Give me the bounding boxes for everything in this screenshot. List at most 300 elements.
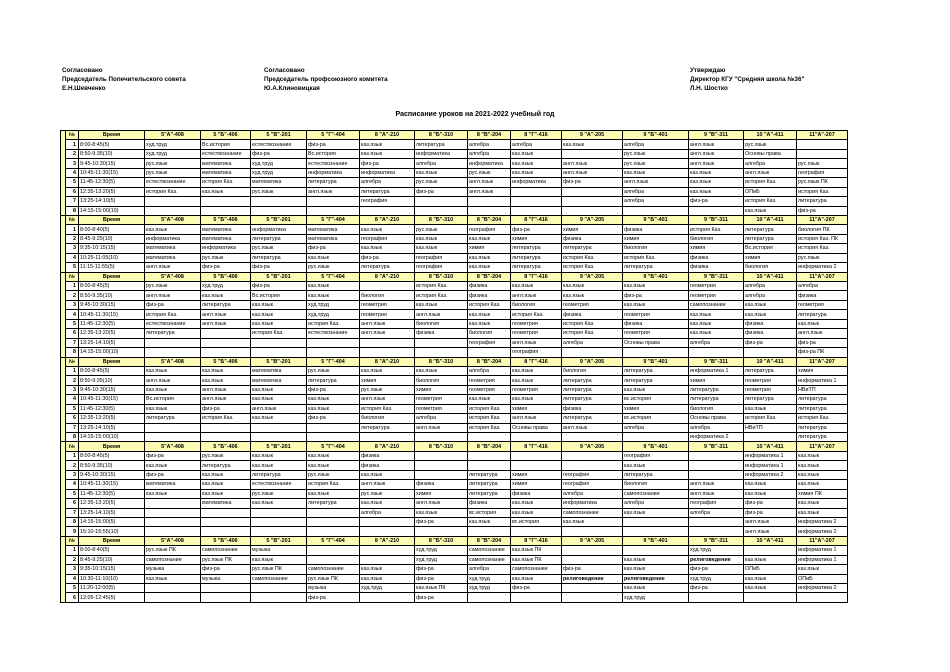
lesson-cell: история Каз. [201, 178, 251, 187]
lesson-cell: алгебра [468, 149, 511, 158]
lesson-cell: рус.язык [307, 366, 360, 375]
header-class: 11"А"-207 [797, 272, 848, 281]
lesson-cell: каз.язык [307, 291, 360, 300]
lesson-cell: литература [468, 470, 511, 479]
lesson-row [61, 348, 848, 357]
lesson-number: 6 [66, 593, 79, 602]
lesson-cell: каз.язык [797, 451, 848, 460]
lesson-time: 13:25-14:10(5) [79, 338, 145, 347]
lesson-cell: физ-ра [511, 225, 562, 234]
lesson-cell: Основы права [744, 149, 797, 158]
header-class: 8 "Г"-416 [511, 131, 562, 140]
lesson-cell: каз.язык [415, 300, 468, 309]
lesson-cell: самопознание [145, 555, 201, 564]
lesson-time: 10:25-11:05(10) [79, 253, 145, 262]
lesson-cell: геометрия [360, 310, 415, 319]
lesson-cell: каз.язык [744, 584, 797, 593]
lesson-cell: история Каз. ПК [797, 234, 848, 243]
header-class: 9 "А"-205 [562, 442, 623, 451]
lesson-number: 5 [66, 489, 79, 498]
lesson-cell: каз.язык [415, 366, 468, 375]
lesson-cell: информатика 2 [797, 263, 848, 272]
lesson-cell [562, 584, 623, 593]
lesson-cell [201, 433, 251, 442]
lesson-cell: алгебра [623, 423, 689, 432]
lesson-time: 8:00-8:45(5) [79, 451, 145, 460]
lesson-cell: каз.язык [689, 187, 744, 196]
lesson-cell: химия [511, 480, 562, 489]
lesson-cell: химия [511, 234, 562, 243]
lesson-cell: каз.язык [511, 395, 562, 404]
lesson-cell: геометрия [511, 319, 562, 328]
lesson-row [61, 187, 848, 196]
lesson-cell: химия [562, 225, 623, 234]
header-class: 9 "Б"-401 [623, 215, 689, 224]
lesson-cell: англ.язык [360, 329, 415, 338]
lesson-row [61, 433, 848, 442]
lesson-cell: рус.язык [201, 451, 251, 460]
lesson-cell: химия [360, 376, 415, 385]
lesson-cell [797, 149, 848, 158]
lesson-time: 8:50-9:35(10) [79, 291, 145, 300]
lesson-number: 3 [66, 385, 79, 394]
lesson-cell [562, 348, 623, 357]
header-class: 10 "А"-411 [744, 536, 797, 545]
lesson-cell [744, 546, 797, 555]
header-class: 8 "А"-210 [360, 215, 415, 224]
lesson-cell [145, 338, 201, 347]
lesson-cell: худ.труд [145, 140, 201, 149]
lesson-number: 4 [66, 574, 79, 583]
lesson-cell: физ-ра [201, 565, 251, 574]
lesson-cell: англ.язык [623, 178, 689, 187]
lesson-number: 1 [66, 282, 79, 291]
lesson-cell: самопознание [562, 508, 623, 517]
header-class: 10 "А"-411 [744, 215, 797, 224]
lesson-cell: рус.язык ПК [145, 546, 201, 555]
lesson-number: 8 [66, 348, 79, 357]
lesson-cell [562, 546, 623, 555]
lesson-cell [689, 348, 744, 357]
lesson-number: 2 [66, 555, 79, 564]
header-class: 8 "Г"-416 [511, 357, 562, 366]
approval-position: Директор КГУ "Средняя школа №36" [690, 76, 805, 83]
lesson-time: 12:35-13:20(5) [79, 329, 145, 338]
lesson-cell: рус.язык [145, 159, 201, 168]
lesson-cell: худ.труд [623, 593, 689, 602]
lesson-number: 3 [66, 244, 79, 253]
lesson-number: 2 [66, 234, 79, 243]
lesson-cell [145, 348, 201, 357]
lesson-number: 3 [66, 565, 79, 574]
lesson-cell: худ.труд [307, 310, 360, 319]
approval-block-union [264, 66, 388, 93]
lesson-cell: Вс.история [307, 149, 360, 158]
lesson-number: 6 [66, 329, 79, 338]
lesson-number: 8 [66, 517, 79, 526]
lesson-cell: алгебра [623, 197, 689, 206]
lesson-cell: информатика 2 [797, 527, 848, 536]
lesson-cell: история Каз. [797, 414, 848, 423]
lesson-cell [511, 197, 562, 206]
header-class: 9 "В"-311 [689, 131, 744, 140]
lesson-row [61, 480, 848, 489]
lesson-cell: каз.язык [562, 282, 623, 291]
lesson-cell: история Каз. [415, 282, 468, 291]
lesson-cell: физ-ра [145, 300, 201, 309]
lesson-cell [415, 338, 468, 347]
lesson-cell: англ.язык [511, 291, 562, 300]
lesson-cell: каз.язык [307, 253, 360, 262]
lesson-cell: литература [623, 366, 689, 375]
lesson-cell: каз.язык [562, 517, 623, 526]
header-class: 8 "Б"-310 [415, 131, 468, 140]
lesson-cell: география [415, 253, 468, 262]
lesson-cell [562, 451, 623, 460]
lesson-cell [201, 423, 251, 432]
lesson-cell: каз.язык [511, 159, 562, 168]
header-class: 9 "Б"-401 [623, 442, 689, 451]
lesson-cell [201, 348, 251, 357]
lesson-cell: физика [360, 461, 415, 470]
lesson-cell: каз.язык [201, 470, 251, 479]
lesson-cell: ОПиБ [744, 565, 797, 574]
header-class: 8 "А"-210 [360, 442, 415, 451]
header-class: 8 "А"-210 [360, 272, 415, 281]
lesson-cell: история Каз. [744, 178, 797, 187]
lesson-number: 1 [66, 451, 79, 460]
header-class: 5 "Б"-406 [201, 357, 251, 366]
lesson-cell: НВиТП [744, 423, 797, 432]
lesson-cell: алгебра [468, 140, 511, 149]
header-class: 11"А"-207 [797, 536, 848, 545]
lesson-cell: физ-ра [744, 338, 797, 347]
lesson-cell: химия [744, 253, 797, 262]
lesson-cell [623, 433, 689, 442]
lesson-cell: физика [623, 319, 689, 328]
lesson-cell: физ-ра [744, 508, 797, 517]
lesson-time: 10:45-11:30(15) [79, 395, 145, 404]
lesson-row [61, 140, 848, 149]
lesson-cell: англ.язык [307, 187, 360, 196]
lesson-cell: биология [468, 329, 511, 338]
lesson-time: 9:45-10:30(15) [79, 470, 145, 479]
header-class: 11"А"-207 [797, 442, 848, 451]
lesson-cell [360, 555, 415, 564]
lesson-cell: физ-ра [797, 206, 848, 215]
lesson-cell [251, 517, 307, 526]
lesson-cell: история Каз. [511, 310, 562, 319]
lesson-number: 4 [66, 480, 79, 489]
lesson-cell: каз.язык [468, 319, 511, 328]
lesson-cell: физ-ра [251, 263, 307, 272]
lesson-cell: самопознание [468, 546, 511, 555]
schedule-table [60, 130, 848, 603]
lesson-time: 11:45-12:30(5) [79, 178, 145, 187]
lesson-cell: худ.труд [201, 282, 251, 291]
lesson-cell: каз.язык [623, 168, 689, 177]
lesson-cell: каз.язык [797, 461, 848, 470]
lesson-cell: физ-ра [415, 593, 468, 602]
lesson-time: 9:45-10:30(15) [79, 159, 145, 168]
lesson-cell [360, 517, 415, 526]
lesson-cell: география [562, 480, 623, 489]
header-number: № [66, 215, 79, 224]
header-class: 8 "Б"-310 [415, 357, 468, 366]
lesson-cell: каз.язык [744, 206, 797, 215]
lesson-cell: математика [251, 376, 307, 385]
header-class: 5"А"-408 [145, 357, 201, 366]
lesson-cell: каз.язык [415, 168, 468, 177]
lesson-cell: худ.труд [360, 584, 415, 593]
lesson-cell [201, 584, 251, 593]
lesson-time: 10:45-11:30(15) [79, 480, 145, 489]
lesson-time: 8:45-9:25(10) [79, 234, 145, 243]
lesson-cell [689, 470, 744, 479]
lesson-cell: физ-ра [307, 140, 360, 149]
lesson-cell: физ-ра [201, 263, 251, 272]
lesson-cell: история Каз. [468, 300, 511, 309]
lesson-cell: биология [415, 376, 468, 385]
lesson-cell: информатика 2 [797, 517, 848, 526]
lesson-cell: англ.язык [360, 480, 415, 489]
header-class: 5 "В"-201 [251, 272, 307, 281]
lesson-cell: география [468, 338, 511, 347]
lesson-number: 9 [66, 527, 79, 536]
lesson-cell: математика [201, 499, 251, 508]
lesson-cell: геометрия [562, 300, 623, 309]
lesson-cell: рус.язык [145, 168, 201, 177]
lesson-cell: алгебра [511, 140, 562, 149]
lesson-cell: каз.язык [468, 234, 511, 243]
lesson-cell: физика [689, 263, 744, 272]
header-class: 5 "Г"-404 [307, 215, 360, 224]
lesson-cell: каз.язык [623, 461, 689, 470]
lesson-cell: англ.язык [201, 385, 251, 394]
lesson-cell: физ-ра [201, 404, 251, 413]
lesson-cell: естествознание [251, 480, 307, 489]
lesson-cell: рус.язык ПК [201, 555, 251, 564]
lesson-cell: каз.язык [145, 366, 201, 375]
lesson-cell: каз.язык [797, 499, 848, 508]
lesson-row [61, 319, 848, 328]
lesson-cell: геометрия [468, 376, 511, 385]
lesson-cell: физ-ра [562, 178, 623, 187]
lesson-cell: самопознание [623, 489, 689, 498]
lesson-cell: религоведение [623, 574, 689, 583]
lesson-cell: алгебра [562, 338, 623, 347]
lesson-cell: химия [511, 470, 562, 479]
approval-person: Ю.А.Клиновицкая [264, 85, 320, 92]
lesson-row [61, 159, 848, 168]
lesson-cell: каз.язык [360, 565, 415, 574]
lesson-cell: физ-ра [415, 574, 468, 583]
lesson-cell [145, 584, 201, 593]
lesson-cell: геометрия [689, 291, 744, 300]
lesson-cell: литература [562, 376, 623, 385]
lesson-cell: каз.язык [689, 310, 744, 319]
lesson-cell: география [689, 499, 744, 508]
lesson-cell: химия [415, 385, 468, 394]
day-header-row [61, 131, 848, 140]
lesson-cell: естествознание [145, 319, 201, 328]
approval-block-trustees [62, 66, 186, 93]
lesson-cell: каз.язык [307, 395, 360, 404]
lesson-cell: литература [744, 234, 797, 243]
approval-position: Председатель профсоюзного комитета [264, 76, 388, 83]
lesson-cell: математика [251, 178, 307, 187]
lesson-cell: физ-ра [307, 593, 360, 602]
lesson-cell [511, 527, 562, 536]
lesson-cell: каз.язык [360, 149, 415, 158]
lesson-cell: каз.язык [511, 149, 562, 158]
lesson-cell: англ.язык [511, 338, 562, 347]
lesson-cell [511, 187, 562, 196]
lesson-number: 4 [66, 310, 79, 319]
lesson-cell: история Каз. [468, 414, 511, 423]
lesson-cell: каз.язык [797, 470, 848, 479]
lesson-cell [562, 593, 623, 602]
lesson-cell: физика [562, 404, 623, 413]
lesson-cell: естествознание [251, 140, 307, 149]
header-class: 9 "Б"-401 [623, 272, 689, 281]
lesson-cell: химия [468, 244, 511, 253]
lesson-cell: каз.язык ПК [415, 584, 468, 593]
lesson-number: 2 [66, 149, 79, 158]
lesson-number: 3 [66, 470, 79, 479]
lesson-cell [307, 527, 360, 536]
lesson-cell: физ-ра [307, 385, 360, 394]
lesson-cell: геометрия [744, 385, 797, 394]
lesson-row [61, 310, 848, 319]
header-class: 8 "А"-210 [360, 131, 415, 140]
lesson-cell: геометрия [360, 300, 415, 309]
lesson-cell: математика [201, 234, 251, 243]
lesson-cell: каз.язык [201, 480, 251, 489]
lesson-time: 13:25-14:10(5) [79, 423, 145, 432]
lesson-cell: каз.язык [415, 508, 468, 517]
lesson-cell: каз.язык [307, 451, 360, 460]
approval-block-director [690, 66, 804, 93]
lesson-time: 13:25-14:10(5) [79, 508, 145, 517]
lesson-cell: вс.история [468, 508, 511, 517]
lesson-number: 5 [66, 178, 79, 187]
lesson-cell: англ.язык [689, 159, 744, 168]
lesson-cell: информатика 2 [744, 470, 797, 479]
lesson-row [61, 517, 848, 526]
lesson-cell: физ-ра [145, 451, 201, 460]
lesson-cell: каз.язык [145, 385, 201, 394]
lesson-cell [468, 461, 511, 470]
header-class: 8 "Г"-416 [511, 442, 562, 451]
lesson-cell: каз.язык [251, 395, 307, 404]
header-class: 8 "В"-204 [468, 442, 511, 451]
lesson-cell: литература [797, 197, 848, 206]
lesson-cell: физ-ра ПК [797, 348, 848, 357]
lesson-cell: каз.язык [251, 461, 307, 470]
lesson-cell: математика [201, 159, 251, 168]
lesson-number: 7 [66, 508, 79, 517]
lesson-cell: информатика 1 [689, 366, 744, 375]
lesson-cell: рус.язык ПК [797, 178, 848, 187]
lesson-cell: худ.труд [145, 149, 201, 158]
lesson-row [61, 197, 848, 206]
lesson-cell: геометрия [689, 282, 744, 291]
lesson-row [61, 395, 848, 404]
lesson-cell [415, 470, 468, 479]
lesson-cell: литература [251, 470, 307, 479]
lesson-cell: литература [689, 395, 744, 404]
lesson-cell: информатика [251, 225, 307, 234]
lesson-cell: история Каз. [360, 404, 415, 413]
lesson-cell: алгебра [744, 282, 797, 291]
lesson-cell: география [562, 470, 623, 479]
lesson-cell: каз.язык [307, 282, 360, 291]
lesson-cell: англ.язык [744, 527, 797, 536]
lesson-row [61, 423, 848, 432]
lesson-time: 10:30-11:10(10) [79, 574, 145, 583]
lesson-row [61, 414, 848, 423]
header-number: № [66, 131, 79, 140]
lesson-cell: география [797, 168, 848, 177]
lesson-cell: физика [744, 319, 797, 328]
lesson-cell: история Каз. [797, 244, 848, 253]
lesson-cell: каз.язык [251, 300, 307, 309]
lesson-number: 5 [66, 263, 79, 272]
lesson-cell: худ.труд [415, 546, 468, 555]
lesson-cell [307, 555, 360, 564]
lesson-cell: история Каз. [689, 225, 744, 234]
lesson-row [61, 234, 848, 243]
lesson-cell: физика [468, 291, 511, 300]
lesson-cell: алгебра [623, 140, 689, 149]
lesson-time: 9:35-10:15(15) [79, 244, 145, 253]
lesson-cell: вс.история [623, 414, 689, 423]
lesson-cell [145, 197, 201, 206]
lesson-row [61, 244, 848, 253]
header-class: 9 "В"-311 [689, 272, 744, 281]
lesson-cell [562, 527, 623, 536]
lesson-cell: литература [623, 263, 689, 272]
lesson-cell: география [415, 263, 468, 272]
lesson-cell: физика [562, 310, 623, 319]
lesson-cell [511, 593, 562, 602]
lesson-cell: информатика [145, 234, 201, 243]
lesson-cell: история Каз. [468, 423, 511, 432]
lesson-cell: каз.язык [689, 168, 744, 177]
lesson-cell [145, 527, 201, 536]
lesson-cell [415, 348, 468, 357]
lesson-cell: история Каз. [744, 414, 797, 423]
lesson-cell: каз.язык [744, 555, 797, 564]
lesson-row [61, 527, 848, 536]
lesson-cell: география [360, 234, 415, 243]
lesson-cell: ОПиБ [797, 574, 848, 583]
lesson-cell: литература [623, 376, 689, 385]
lesson-cell [511, 461, 562, 470]
lesson-cell: рус.язык [360, 489, 415, 498]
lesson-number: 4 [66, 395, 79, 404]
header-class: 5 "В"-201 [251, 442, 307, 451]
lesson-cell: каз.язык [468, 310, 511, 319]
lesson-cell: англ.язык [201, 310, 251, 319]
header-class: 10 "А"-411 [744, 357, 797, 366]
lesson-cell [307, 197, 360, 206]
lesson-cell: каз.язык [623, 508, 689, 517]
lesson-number: 7 [66, 423, 79, 432]
lesson-cell: каз.язык [797, 508, 848, 517]
lesson-cell: каз.язык [468, 253, 511, 262]
